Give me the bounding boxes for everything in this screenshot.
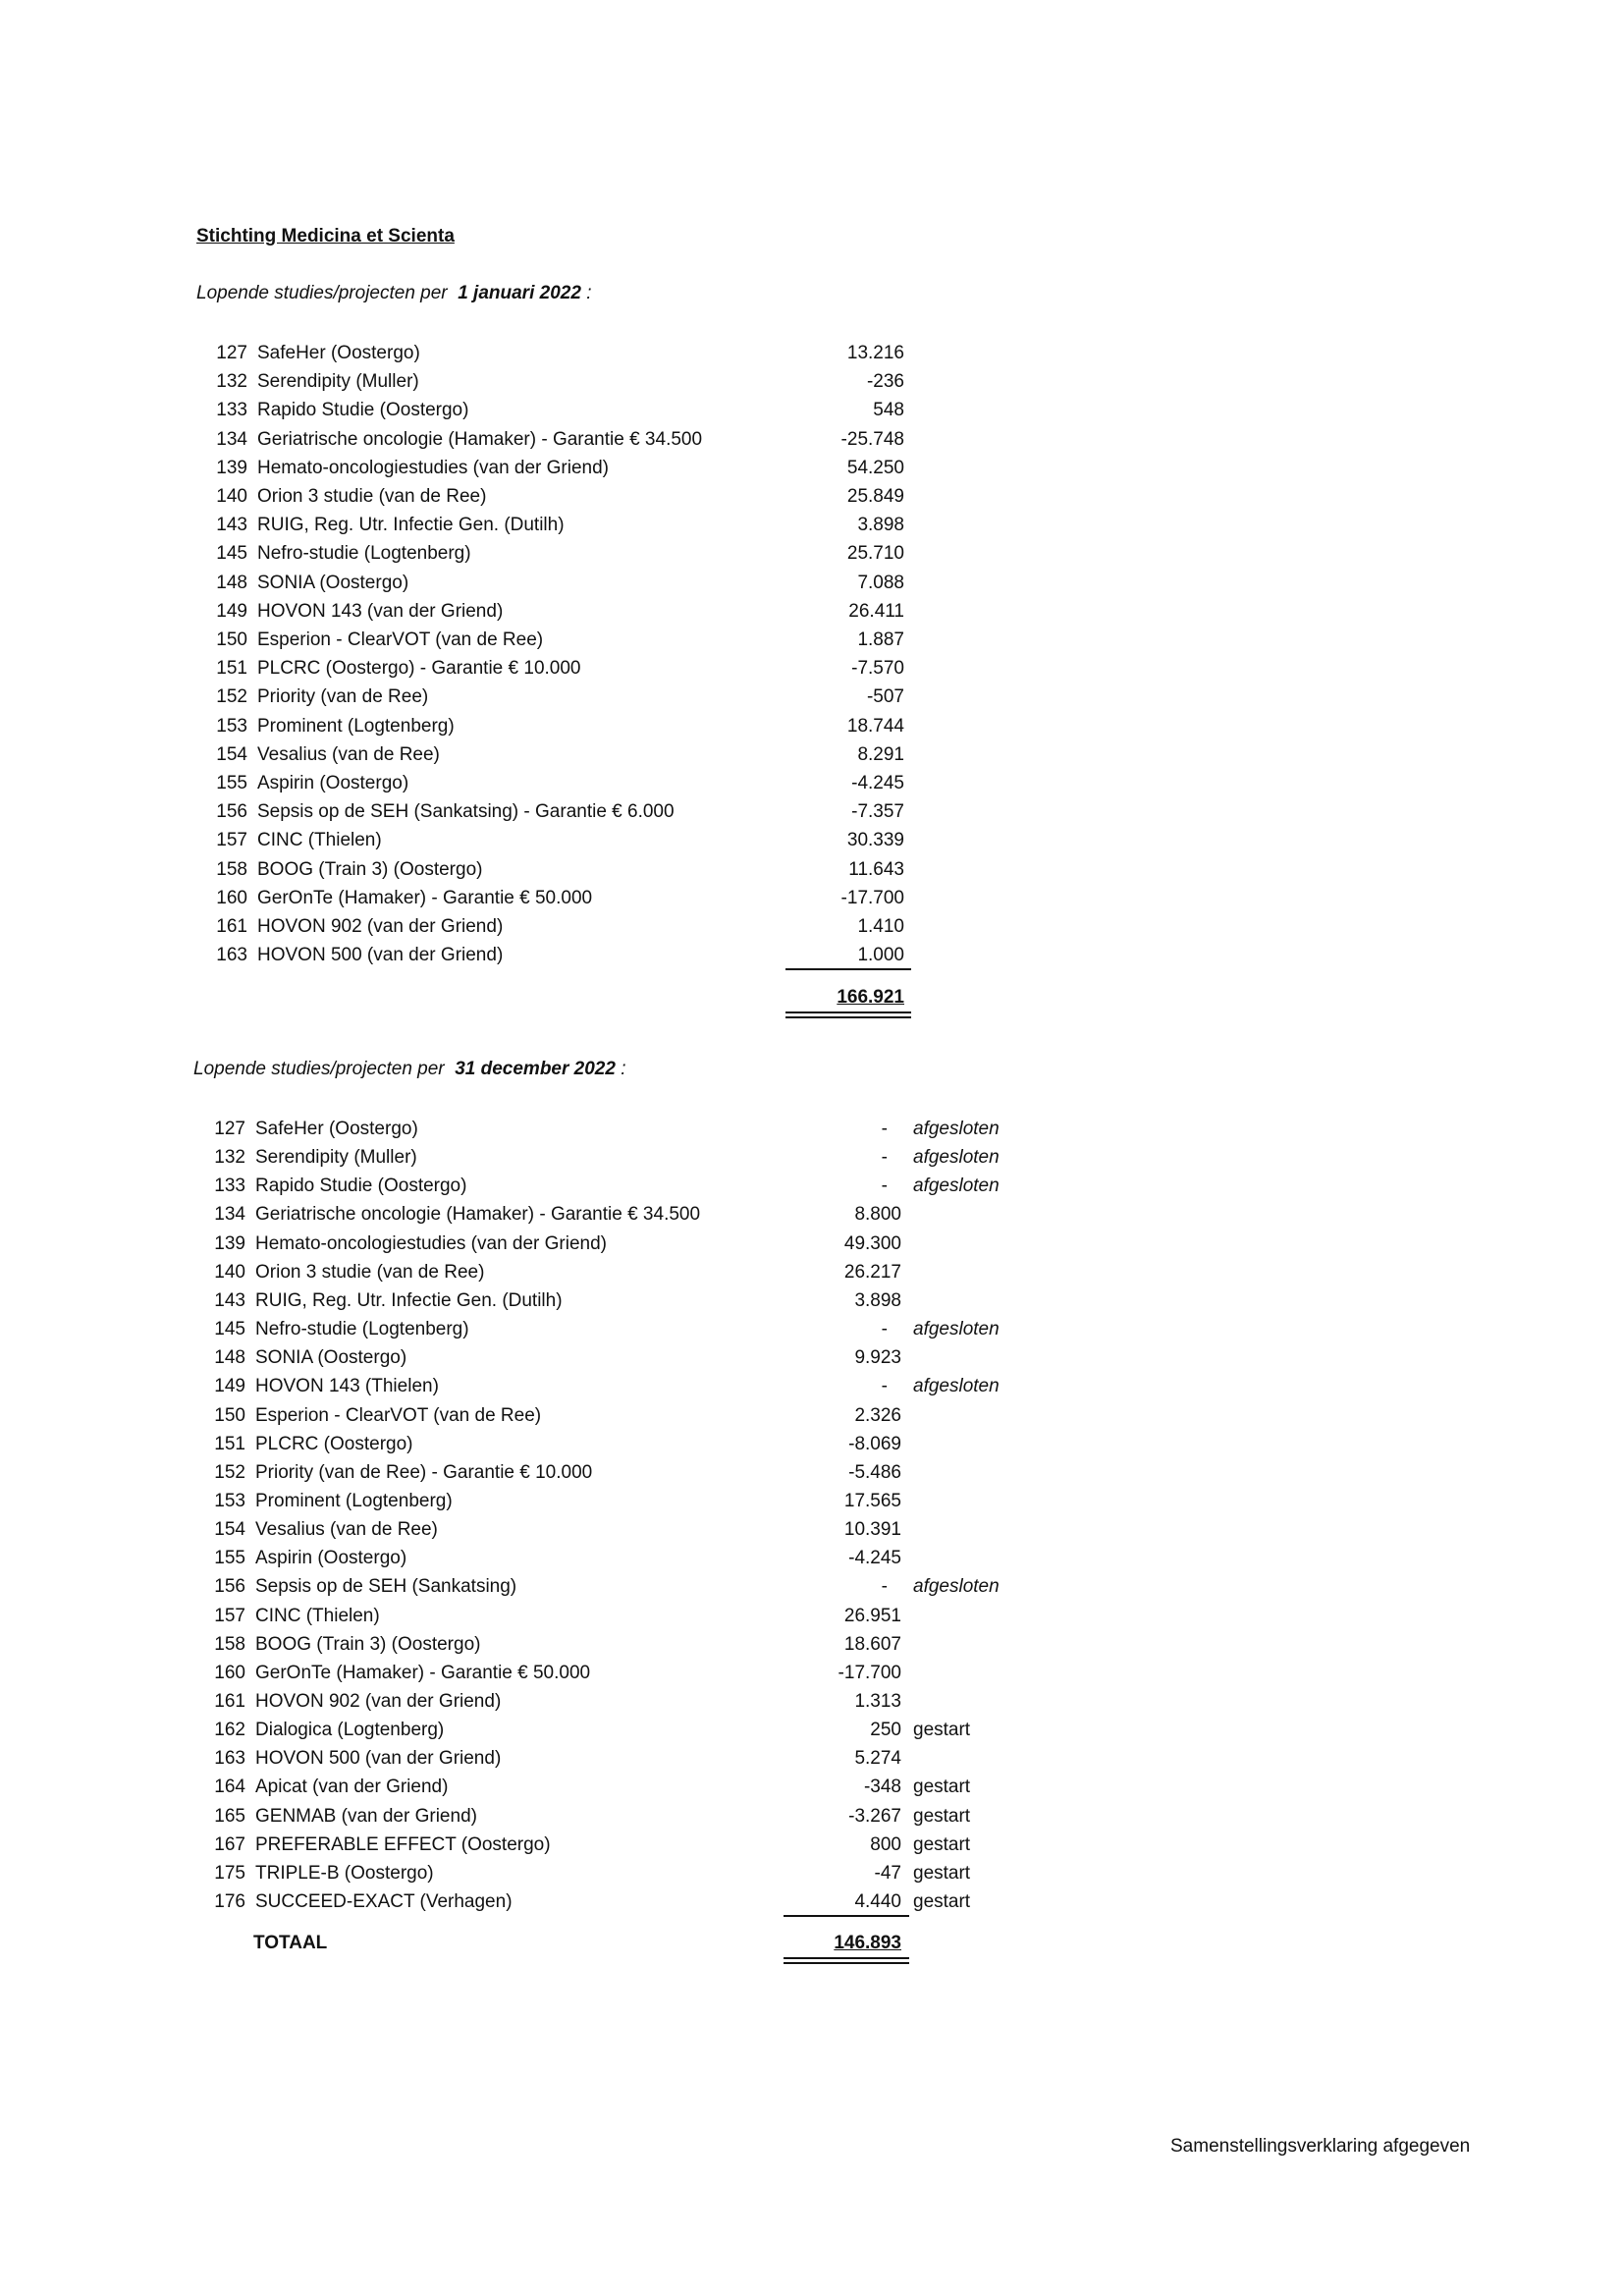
- project-name: Esperion - ClearVOT (van de Ree): [257, 629, 544, 650]
- footer-note: Samenstellingsverklaring afgegeven: [1170, 2136, 1471, 2157]
- table-row: [0, 425, 1623, 454]
- table-row: [0, 1430, 1623, 1458]
- project-number: 149: [216, 600, 247, 622]
- project-number: 148: [214, 1347, 245, 1369]
- project-amount: 1.313: [854, 1691, 901, 1712]
- project-number: 145: [216, 543, 247, 565]
- section2-sum-rule: [784, 1915, 909, 1917]
- project-amount: -: [881, 1175, 888, 1197]
- table-row: [0, 912, 1623, 941]
- project-amount: -7.357: [851, 801, 904, 823]
- project-number: 160: [214, 1662, 245, 1683]
- project-name: Apicat (van der Griend): [255, 1777, 449, 1798]
- project-name: GerOnTe (Hamaker) - Garantie € 50.000: [257, 887, 593, 908]
- project-amount: -348: [863, 1777, 901, 1798]
- table-row: [0, 1773, 1623, 1801]
- project-amount: -507: [866, 686, 904, 708]
- table-row: [0, 797, 1623, 826]
- project-amount: 17.565: [843, 1490, 901, 1511]
- table-row: [0, 1572, 1623, 1601]
- table-row: [0, 1230, 1623, 1258]
- project-amount: 3.898: [857, 515, 904, 536]
- project-amount: 25.710: [846, 543, 904, 565]
- project-amount: 25.849: [846, 486, 904, 507]
- project-name: Sepsis op de SEH (Sankatsing): [255, 1576, 517, 1598]
- project-amount: -4.245: [851, 773, 904, 793]
- project-amount: 3.898: [854, 1289, 901, 1311]
- project-number: 161: [216, 916, 247, 937]
- project-number: 152: [214, 1461, 245, 1483]
- project-name: Rapido Studie (Oostergo): [255, 1175, 467, 1197]
- project-number: 175: [214, 1862, 245, 1884]
- table-row: [0, 884, 1623, 912]
- project-name: HOVON 902 (van der Griend): [255, 1691, 502, 1712]
- project-amount: -3.267: [848, 1805, 901, 1827]
- project-status: gestart: [913, 1862, 971, 1884]
- project-amount: 548: [873, 400, 904, 421]
- project-number: 176: [214, 1891, 245, 1913]
- project-amount: -25.748: [840, 428, 904, 450]
- project-amount: -: [881, 1119, 888, 1139]
- table-row: [0, 1401, 1623, 1430]
- project-amount: 800: [870, 1833, 901, 1855]
- table-row: [0, 1859, 1623, 1887]
- project-amount: 11.643: [848, 858, 904, 880]
- table-row: [0, 1887, 1623, 1916]
- project-name: HOVON 143 (van der Griend): [257, 600, 504, 622]
- table-row: [0, 1831, 1623, 1859]
- project-amount: 4.440: [854, 1891, 901, 1913]
- project-amount: 7.088: [857, 572, 904, 593]
- section1-heading: [196, 283, 591, 304]
- project-name: Aspirin (Oostergo): [255, 1548, 407, 1569]
- table-row: [0, 482, 1623, 511]
- project-name: Serendipity (Muller): [257, 371, 419, 393]
- table-row: [0, 1744, 1623, 1773]
- section2-heading: [193, 1059, 626, 1080]
- project-name: Esperion - ClearVOT (van de Ree): [255, 1404, 542, 1426]
- table-row: [0, 1372, 1623, 1400]
- project-name: HOVON 902 (van der Griend): [257, 916, 504, 937]
- project-amount: -47: [874, 1862, 901, 1884]
- project-number: 132: [216, 371, 247, 393]
- project-name: HOVON 143 (Thielen): [255, 1376, 439, 1397]
- section2-heading-suffix: :: [621, 1059, 626, 1079]
- table-row: [0, 626, 1623, 654]
- project-name: SafeHer (Oostergo): [255, 1119, 418, 1139]
- section1-total-double-rule: [785, 1011, 911, 1018]
- project-number: 149: [214, 1376, 245, 1397]
- table-row: [0, 1315, 1623, 1343]
- project-status: afgesloten: [913, 1576, 1000, 1598]
- project-number: 157: [216, 830, 247, 851]
- table-row: [0, 569, 1623, 597]
- project-number: 157: [214, 1605, 245, 1626]
- project-amount: 9.923: [854, 1347, 901, 1369]
- project-amount: 1.000: [857, 945, 904, 966]
- table-row: [0, 1802, 1623, 1831]
- project-amount: 54.250: [846, 457, 904, 478]
- table-row: [0, 1544, 1623, 1572]
- project-status: afgesloten: [913, 1147, 1000, 1169]
- project-amount: 26.951: [843, 1605, 901, 1626]
- project-amount: 5.274: [854, 1748, 901, 1770]
- project-name: Priority (van de Ree) - Garantie € 10.000: [255, 1461, 593, 1483]
- section2-total-double-rule: [784, 1957, 909, 1964]
- section1-total: 166.921: [837, 987, 904, 1008]
- table-row: [0, 1172, 1623, 1200]
- section2-heading-prefix: Lopende studies/projecten per: [193, 1059, 445, 1079]
- table-row: [0, 1659, 1623, 1687]
- project-number: 160: [216, 887, 247, 908]
- table-row: [0, 1200, 1623, 1229]
- project-number: 155: [214, 1548, 245, 1569]
- project-amount: 8.800: [854, 1204, 901, 1226]
- project-status: afgesloten: [913, 1376, 1000, 1397]
- project-number: 154: [214, 1519, 245, 1541]
- table-row: [0, 1716, 1623, 1744]
- table-row: [0, 1115, 1623, 1143]
- project-number: 150: [214, 1404, 245, 1426]
- project-number: 143: [216, 515, 247, 536]
- project-name: BOOG (Train 3) (Oostergo): [257, 858, 483, 880]
- project-name: Geriatrische oncologie (Hamaker) - Garantie € 34.500: [257, 428, 703, 450]
- project-status: gestart: [913, 1777, 971, 1798]
- table-row: [0, 539, 1623, 568]
- table-row: [0, 454, 1623, 482]
- project-number: 132: [214, 1147, 245, 1169]
- section2-total: 146.893: [834, 1933, 901, 1953]
- project-name: Sepsis op de SEH (Sankatsing) - Garantie € 6.000: [257, 801, 675, 823]
- project-status: gestart: [913, 1720, 971, 1741]
- table-row: [0, 1258, 1623, 1286]
- organization-title: Stichting Medicina et Scienta: [196, 226, 455, 246]
- project-number: 153: [216, 715, 247, 737]
- project-number: 155: [216, 773, 247, 793]
- project-name: HOVON 500 (van der Griend): [255, 1748, 502, 1770]
- table-row: [0, 654, 1623, 683]
- table-row: [0, 740, 1623, 769]
- project-status: gestart: [913, 1805, 971, 1827]
- table-row: [0, 1143, 1623, 1172]
- project-name: SONIA (Oostergo): [257, 572, 409, 593]
- table-row: [0, 511, 1623, 539]
- project-name: Orion 3 studie (van de Ree): [255, 1261, 485, 1283]
- project-number: 151: [214, 1433, 245, 1454]
- project-name: Vesalius (van de Ree): [255, 1519, 438, 1541]
- project-name: HOVON 500 (van der Griend): [257, 945, 504, 966]
- section1-heading-suffix: :: [586, 283, 592, 303]
- project-number: 145: [214, 1319, 245, 1340]
- table-row: [0, 1458, 1623, 1487]
- project-name: GerOnTe (Hamaker) - Garantie € 50.000: [255, 1662, 591, 1683]
- table-row: [0, 683, 1623, 711]
- project-number: 133: [216, 400, 247, 421]
- project-name: Geriatrische oncologie (Hamaker) - Garantie € 34.500: [255, 1204, 701, 1226]
- project-name: RUIG, Reg. Utr. Infectie Gen. (Dutilh): [255, 1289, 563, 1311]
- project-amount: 250: [870, 1720, 901, 1741]
- project-amount: -: [881, 1576, 888, 1598]
- project-name: Vesalius (van de Ree): [257, 743, 440, 765]
- project-name: Hemato-oncologiestudies (van der Griend): [255, 1232, 608, 1254]
- table-row: [0, 1515, 1623, 1544]
- project-number: 127: [216, 343, 247, 363]
- project-number: 158: [216, 858, 247, 880]
- project-amount: 18.744: [846, 715, 904, 737]
- section1-heading-date: 1 januari 2022: [458, 283, 581, 303]
- project-number: 143: [214, 1289, 245, 1311]
- project-number: 156: [214, 1576, 245, 1598]
- project-number: 163: [216, 945, 247, 966]
- project-amount: -236: [866, 371, 904, 393]
- table-row: [0, 1487, 1623, 1515]
- project-name: SafeHer (Oostergo): [257, 343, 420, 363]
- project-amount: -4.245: [848, 1548, 901, 1569]
- project-name: Orion 3 studie (van de Ree): [257, 486, 487, 507]
- project-amount: 30.339: [846, 830, 904, 851]
- section2-total-label: TOTAAL: [253, 1933, 328, 1953]
- project-name: Rapido Studie (Oostergo): [257, 400, 469, 421]
- project-status: gestart: [913, 1891, 971, 1913]
- project-name: BOOG (Train 3) (Oostergo): [255, 1633, 481, 1655]
- table-row: [0, 1687, 1623, 1716]
- project-amount: 18.607: [843, 1633, 901, 1655]
- project-status: afgesloten: [913, 1119, 1000, 1139]
- project-status: gestart: [913, 1833, 971, 1855]
- project-name: GENMAB (van der Griend): [255, 1805, 477, 1827]
- project-name: Nefro-studie (Logtenberg): [255, 1319, 469, 1340]
- project-number: 152: [216, 686, 247, 708]
- project-number: 165: [214, 1805, 245, 1827]
- project-amount: 8.291: [857, 743, 904, 765]
- table-row: [0, 1630, 1623, 1659]
- project-name: PREFERABLE EFFECT (Oostergo): [255, 1833, 551, 1855]
- project-amount: -: [881, 1376, 888, 1397]
- project-status: afgesloten: [913, 1319, 1000, 1340]
- project-amount: -5.486: [848, 1461, 901, 1483]
- project-number: 153: [214, 1490, 245, 1511]
- project-number: 127: [214, 1119, 245, 1139]
- project-name: RUIG, Reg. Utr. Infectie Gen. (Dutilh): [257, 515, 565, 536]
- project-name: Priority (van de Ree): [257, 686, 429, 708]
- project-number: 164: [214, 1777, 245, 1798]
- project-name: Dialogica (Logtenberg): [255, 1720, 445, 1741]
- project-number: 154: [216, 743, 247, 765]
- project-number: 139: [214, 1232, 245, 1254]
- project-number: 134: [214, 1204, 245, 1226]
- table-row: [0, 396, 1623, 424]
- project-status: afgesloten: [913, 1175, 1000, 1197]
- project-name: TRIPLE-B (Oostergo): [255, 1862, 434, 1884]
- table-row: [0, 826, 1623, 854]
- table-row: [0, 339, 1623, 367]
- table-row: [0, 597, 1623, 626]
- project-name: PLCRC (Oostergo): [255, 1433, 413, 1454]
- table-row: [0, 1286, 1623, 1315]
- project-number: 133: [214, 1175, 245, 1197]
- section1-heading-prefix: Lopende studies/projecten per: [196, 283, 448, 303]
- project-number: 148: [216, 572, 247, 593]
- project-amount: 2.326: [854, 1404, 901, 1426]
- project-number: 162: [214, 1720, 245, 1741]
- project-number: 134: [216, 428, 247, 450]
- project-name: Aspirin (Oostergo): [257, 773, 409, 793]
- project-amount: 26.411: [848, 600, 904, 622]
- project-amount: 26.217: [843, 1261, 901, 1283]
- project-number: 167: [214, 1833, 245, 1855]
- project-amount: 1.410: [857, 916, 904, 937]
- section2-heading-date: 31 december 2022: [455, 1059, 616, 1079]
- project-number: 151: [216, 658, 247, 680]
- project-number: 140: [214, 1261, 245, 1283]
- project-amount: -8.069: [848, 1433, 901, 1454]
- table-row: [0, 1602, 1623, 1630]
- project-name: Serendipity (Muller): [255, 1147, 417, 1169]
- project-name: SUCCEED-EXACT (Verhagen): [255, 1891, 513, 1913]
- project-number: 158: [214, 1633, 245, 1655]
- table-row: [0, 712, 1623, 740]
- project-name: Hemato-oncologiestudies (van der Griend): [257, 457, 610, 478]
- project-amount: -7.570: [851, 658, 904, 680]
- project-number: 139: [216, 457, 247, 478]
- project-amount: 10.391: [843, 1519, 901, 1541]
- table-row: [0, 769, 1623, 797]
- table-row: [0, 367, 1623, 396]
- table-row: [0, 941, 1623, 969]
- project-amount: 1.887: [857, 629, 904, 650]
- project-name: Prominent (Logtenberg): [257, 715, 455, 737]
- project-number: 156: [216, 801, 247, 823]
- table-row: [0, 1343, 1623, 1372]
- table-row: [0, 855, 1623, 884]
- project-number: 150: [216, 629, 247, 650]
- project-name: SONIA (Oostergo): [255, 1347, 407, 1369]
- project-number: 140: [216, 486, 247, 507]
- project-name: CINC (Thielen): [257, 830, 382, 851]
- project-name: CINC (Thielen): [255, 1605, 380, 1626]
- project-amount: 13.216: [846, 343, 904, 363]
- project-amount: -: [881, 1319, 888, 1340]
- project-amount: -17.700: [838, 1662, 901, 1683]
- project-amount: -: [881, 1147, 888, 1169]
- project-amount: 49.300: [843, 1232, 901, 1254]
- project-number: 163: [214, 1748, 245, 1770]
- section1-sum-rule: [785, 968, 911, 970]
- project-name: PLCRC (Oostergo) - Garantie € 10.000: [257, 658, 581, 680]
- project-number: 161: [214, 1691, 245, 1712]
- project-name: Prominent (Logtenberg): [255, 1490, 453, 1511]
- project-amount: -17.700: [840, 887, 904, 908]
- project-name: Nefro-studie (Logtenberg): [257, 543, 471, 565]
